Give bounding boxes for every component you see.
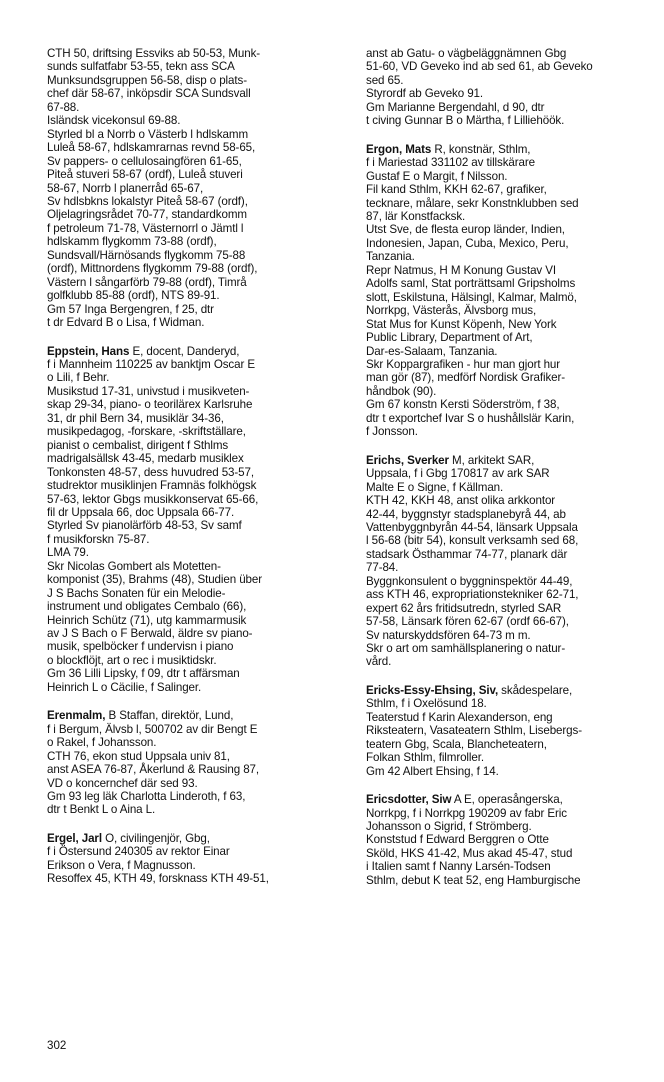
- entry-line: Folkan Sthlm, filmroller.: [366, 751, 484, 765]
- entry-line: Gm 57 Inga Bergengren, f 25, dtr: [47, 302, 214, 316]
- biography-entry: [47, 832, 345, 886]
- entry-line: [366, 684, 658, 697]
- entry-line: t dr Edvard B o Lisa, f Widman.: [47, 316, 205, 330]
- entry-line: f Jonsson.: [366, 425, 418, 439]
- entry-line: Gm Marianne Bergendahl, d 90, dtr: [366, 100, 545, 114]
- entry-line: anst ab Gatu- o vägbeläggnämnen Gbg: [366, 47, 567, 60]
- entry-line: komponist (35), Brahms (48), Studien über: [47, 573, 262, 587]
- entry-line: Public Library, Department of Art,: [366, 331, 533, 345]
- entry-line: chef där 58-67, inköpsdir SCA Sundsvall: [47, 87, 251, 101]
- biography-entry: [47, 709, 345, 817]
- entry-line: Sthlm, f i Oxelösund 18.: [366, 697, 487, 711]
- page-number: 302: [47, 1039, 67, 1052]
- entry-line: golfklubb 85-88 (ordf), NTS 89-91.: [47, 289, 220, 303]
- entry-line: Norrkpg, f i Norrkpg 190209 av fabr Eric: [366, 806, 567, 820]
- entry-line: madrigalsällsk 43-45, medarb musiklex: [47, 452, 244, 466]
- entry-line: [47, 345, 345, 358]
- entry-line: av J S Bach o F Berwald, äldre sv piano-: [47, 627, 253, 641]
- entry-line: Gustaf E o Margit, f Nilsson.: [366, 169, 508, 183]
- entry-line: Byggnkonsulent o byggninspektör 44-49,: [366, 574, 573, 588]
- entry-line: håndbok (90).: [366, 384, 437, 398]
- entry-line: Styrled bl a Norrb o Västerb l hdlskamm: [47, 127, 249, 141]
- entry-line-text: R, konstnär, Sthlm,: [431, 142, 531, 156]
- entry-line: dtr t Benkt L o Aina L.: [47, 803, 156, 817]
- entry-name: Ericsdotter, Siw: [366, 793, 452, 807]
- entry-line: sed 65.: [366, 73, 404, 87]
- entry-line: o blockflöjt, art o rec i musiktidskr.: [47, 653, 217, 667]
- entry-line: [366, 143, 658, 156]
- entry-line: Gm 42 Albert Ehsing, f 14.: [366, 764, 499, 778]
- entry-line: [47, 832, 345, 845]
- entry-line: o Lili, f Behr.: [47, 371, 110, 385]
- entry-line: i Italien samt f Nanny Larsén-Todsen: [366, 860, 551, 874]
- entry-line: f i Bergum, Älvsb l, 500702 av dir Bengt E: [47, 722, 258, 736]
- entry-line: ass KTH 46, expropriationstekniker 62-71,: [366, 588, 579, 602]
- entry-line: Gm 93 leg läk Charlotta Linderoth, f 63,: [47, 790, 246, 804]
- entry-line: Skr o art om samhällsplanering o natur-: [366, 642, 566, 656]
- entry-line: Heinrich L o Cäcilie, f Salinger.: [47, 680, 202, 694]
- entry-line: t civing Gunnar B o Märtha, f Lilliehöök.: [366, 114, 565, 128]
- entry-line: [366, 793, 658, 806]
- entry-line: sunds sulfatfabr 53-55, tekn ass SCA: [47, 60, 235, 74]
- entry-name: Ergon, Mats: [366, 142, 432, 156]
- entry-line: teatern Gbg, Scala, Blancheteatern,: [366, 737, 547, 751]
- entry-line: Riksteatern, Vasateatern Sthlm, Lisebergs-: [366, 724, 582, 738]
- entry-line: 67-88.: [47, 100, 80, 114]
- entry-line: Styrled Sv pianolärförb 48-53, Sv samf: [47, 519, 242, 533]
- entry-line: instrument und obligates Cembalo (66),: [47, 600, 247, 614]
- entry-line: Sköld, HKS 41-42, Mus akad 45-47, stud: [366, 846, 573, 860]
- entry-line: [366, 454, 658, 467]
- entry-line: Musikstud 17-31, univstud i musikveten-: [47, 384, 250, 398]
- entry-name: Ergel, Jarl: [47, 831, 102, 845]
- biography-entry: [366, 143, 658, 439]
- entry-line: Norrkpg, Västerås, Älvsborg mus,: [366, 304, 537, 318]
- entry-line: Uppsala, f i Gbg 170817 av ark SAR: [366, 467, 550, 481]
- entry-line: Sundsvall/Härnösands flygkomm 75-88: [47, 248, 246, 262]
- entry-line: Teaterstud f Karin Alexanderson, eng: [366, 710, 553, 724]
- entry-line: Fil kand Sthlm, KKH 62-67, grafiker,: [366, 183, 547, 197]
- entry-line: Sv hdlsbkns lokalstyr Piteå 58-67 (ordf),: [47, 194, 248, 208]
- entry-line: Oljelagringsrådet 70-77, standardkomm: [47, 208, 247, 222]
- entry-line: (ordf), Mittnordens flygkomm 79-88 (ordf),: [47, 262, 258, 276]
- entry-line: Styrordf ab Geveko 91.: [366, 87, 484, 101]
- entry-line: f petroleum 71-78, Västernorrl o Jämtl l: [47, 221, 244, 235]
- biography-entry: [366, 47, 658, 128]
- biography-entry: [47, 345, 345, 695]
- entry-line: Skr Koppargrafiken - hur man gjort hur: [366, 357, 561, 371]
- entry-line: Stat Mus for Kunst Köpenh, New York: [366, 317, 557, 331]
- entry-line-text: O, civilingenjör, Gbg,: [101, 831, 210, 845]
- entry-line: f i Mannheim 110225 av banktjm Oscar E: [47, 357, 255, 371]
- entry-line: slott, Eskilstuna, Hälsingl, Kalmar, Malmö,: [366, 290, 577, 304]
- entry-line: J S Bachs Sonaten für ein Melodie-: [47, 586, 226, 600]
- entry-line: 31, dr phil Bern 34, musiklär 34-36,: [47, 411, 224, 425]
- entry-line: 51-60, VD Geveko ind ab sed 61, ab Geveko: [366, 60, 593, 74]
- entry-line: Adolfs saml, Stat porträttsaml Gripsholms: [366, 277, 576, 291]
- entry-line: Repr Natmus, H M Konung Gustav VI: [366, 263, 557, 277]
- entry-line: f musikforskn 75-87.: [47, 532, 150, 546]
- entry-line: Resoffex 45, KTH 49, forsknass KTH 49-51,: [47, 872, 269, 886]
- entry-line-text: E, docent, Danderyd,: [129, 344, 240, 358]
- biography-entry: [366, 454, 658, 669]
- entry-line: man gör (87), medförf Nordisk Grafiker-: [366, 371, 566, 385]
- biography-entry: [366, 684, 658, 778]
- entry-line: Malte E o Signe, f Källman.: [366, 480, 504, 494]
- entry-line: pianist o cembalist, dirigent f Sthlms: [47, 438, 229, 452]
- entry-line: Sthlm, debut K teat 52, eng Hamburgische: [366, 873, 581, 887]
- right-column: [366, 47, 658, 902]
- entry-line: Gm 36 Lilli Lipsky, f 09, dtr t affärsman: [47, 667, 240, 681]
- entry-line: hdlskamm flygkomm 73-88 (ordf),: [47, 235, 217, 249]
- entry-line-text: B Staffan, direktör, Lund,: [105, 709, 234, 723]
- entry-line: o Rakel, f Johansson.: [47, 736, 157, 750]
- entry-line: studrektor musiklinjen Framnäs folkhögsk: [47, 479, 257, 493]
- entry-line: KTH 42, KKH 48, anst olika arkkontor: [366, 494, 556, 508]
- entry-line: 58-67, Norrb l planerråd 65-67,: [47, 181, 204, 195]
- entry-name: Erenmalm,: [47, 709, 106, 723]
- entry-line: Dar-es-Salaam, Tanzania.: [366, 344, 498, 358]
- entry-line: 57-63, lektor Gbgs musikkonservat 65-66,: [47, 492, 259, 506]
- entry-line: [47, 709, 345, 722]
- entry-line: Konststud f Edward Berggren o Otte: [366, 833, 549, 847]
- entry-line: 57-58, Länsark fören 62-67 (ordf 66-67),: [366, 615, 569, 629]
- entry-line: stadsark Östhammar 74-77, planark där: [366, 547, 568, 561]
- left-column: [47, 47, 345, 901]
- entry-line: Heinrich Schütz (71), utg kammarmusik: [47, 613, 247, 627]
- entry-line: CTH 76, ekon stud Uppsala univ 81,: [47, 749, 230, 763]
- entry-line-text: skådespelare,: [498, 683, 573, 697]
- entry-line-text: M, arkitekt SAR,: [448, 453, 535, 467]
- entry-line: Tonkonsten 48-57, dess huvudred 53-57,: [47, 465, 254, 479]
- entry-line: Luleå 58-67, hdlskamrarnas revnd 58-65,: [47, 141, 256, 155]
- entry-line: Isländsk vicekonsul 69-88.: [47, 114, 181, 128]
- entry-line: 87, lär Konstfacksk.: [366, 209, 466, 223]
- entry-name: Eppstein, Hans: [47, 344, 130, 358]
- entry-line: 77-84.: [366, 561, 399, 575]
- entry-line: Tanzania.: [366, 250, 415, 264]
- entry-line: Skr Nicolas Gombert als Motetten-: [47, 559, 221, 573]
- entry-line: tecknare, målare, sekr Konstnklubben sed: [366, 196, 579, 210]
- entry-line: l 56-68 (bitr 54), konsult verksamh sed 68,: [366, 534, 579, 548]
- entry-line: LMA 79.: [47, 546, 89, 560]
- entry-line: Piteå stuveri 58-67 (ordf), Luleå stuveri: [47, 168, 243, 182]
- entry-line: Johansson o Sigrid, f Strömberg.: [366, 820, 532, 834]
- biography-entry: [366, 793, 658, 887]
- entry-line-text: A E, operasångerska,: [451, 793, 563, 807]
- entry-line: Sv pappers- o cellulosaingfören 61-65,: [47, 154, 242, 168]
- entry-line: f i Östersund 240305 av rektor Einar: [47, 845, 230, 859]
- entry-line: Erikson o Vera, f Magnusson.: [47, 858, 196, 872]
- entry-name: Ericks-Essy-Ehsing, Siv,: [366, 683, 499, 697]
- entry-line: Västern l sångarförb 79-88 (ordf), Timrå: [47, 275, 247, 289]
- entry-line: VD o koncernchef där sed 93.: [47, 776, 198, 790]
- entry-line: f i Mariestad 331102 av tillskärare: [366, 156, 535, 170]
- entry-line: musik, spelböcker f undervisn i piano: [47, 640, 234, 654]
- entry-line: vård.: [366, 655, 392, 669]
- entry-line: skap 29-34, piano- o teorilärex Karlsruhe: [47, 398, 253, 412]
- entry-line: dtr t exportchef Ivar S o hushållslär Karin,: [366, 411, 575, 425]
- entry-line: Gm 67 konstn Kersti Söderström, f 38,: [366, 398, 560, 412]
- entry-line: Utst Sve, de flesta europ länder, Indien,: [366, 223, 565, 237]
- entry-line: musikpedagog, -forskare, -skriftställare,: [47, 425, 246, 439]
- entry-line: Sv naturskyddsfören 64-73 m m.: [366, 628, 531, 642]
- biography-entry: [47, 47, 345, 330]
- entry-line: fil dr Uppsala 66, doc Uppsala 66-77.: [47, 505, 235, 519]
- entry-line: Vattenbyggnbyrån 44-54, länsark Uppsala: [366, 520, 578, 534]
- entry-line: expert 62 års fritidsutredn, styrled SAR: [366, 601, 562, 615]
- entry-line: CTH 50, driftsing Essviks ab 50-53, Munk-: [47, 47, 261, 60]
- entry-line: Indonesien, Japan, Cuba, Mexico, Peru,: [366, 236, 569, 250]
- entry-line: anst ASEA 76-87, Åkerlund & Rausing 87,: [47, 763, 260, 777]
- entry-line: Munksundsgruppen 56-58, disp o plats-: [47, 73, 247, 87]
- entry-name: Erichs, Sverker: [366, 453, 449, 467]
- entry-line: 42-44, byggnstyr stadsplanebyrå 44, ab: [366, 507, 566, 521]
